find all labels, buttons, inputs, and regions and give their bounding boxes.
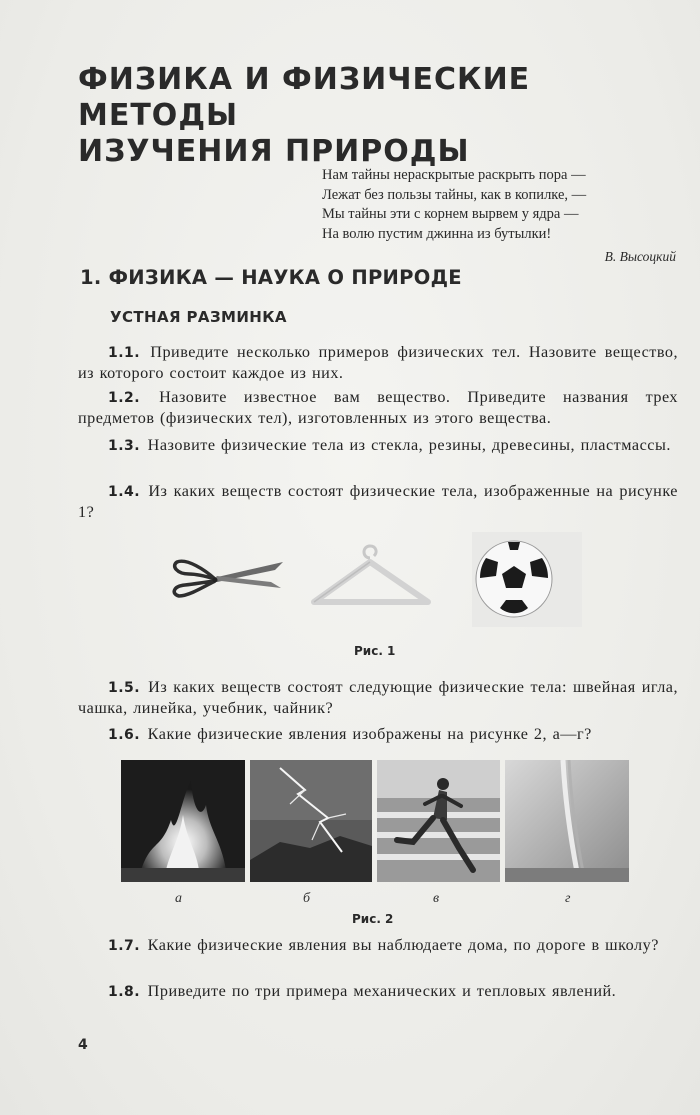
- question-text: Какие физические явления вы наблюдаете дома, по дороге в школу?: [147, 936, 659, 954]
- question-1-7: [78, 935, 678, 956]
- figure-2-label-b: б: [303, 891, 311, 906]
- question-number: 1.7.: [108, 938, 141, 954]
- figure-1-caption: Рис. 1: [354, 644, 396, 658]
- figure-2-label-a: а: [175, 891, 182, 906]
- epigraph-line: На волю пустим джинна из бутылки!: [322, 225, 552, 242]
- chapter-title: [78, 62, 678, 170]
- hanger-image: [300, 540, 440, 615]
- question-text: Приведите по три примера механических и тепловых явлений.: [147, 982, 617, 1000]
- subsection-title: УСТНАЯ РАЗМИНКА: [110, 308, 287, 326]
- epigraph-line: Мы тайны эти с корнем вырвем у ядра —: [322, 206, 579, 222]
- question-1-6: [78, 724, 678, 745]
- question-text: Назовите физические тела из стекла, резины, древесины, пластмассы.: [147, 436, 671, 454]
- figure-2-caption: Рис. 2: [352, 912, 394, 926]
- question-1-4: [78, 481, 678, 522]
- question-number: 1.1.: [108, 345, 141, 361]
- lightning-photo: [250, 760, 372, 882]
- question-text: Назовите известное вам вещество. Приведите названия трех предметов (физических тел), изготовленных из этого вещества.: [78, 388, 679, 427]
- chapter-title-line-2: ИЗУЧЕНИЯ ПРИРОДЫ: [78, 134, 470, 169]
- soccer-ball-image: [474, 536, 554, 622]
- rainbow-photo: [505, 760, 629, 882]
- question-text: Из каких веществ состоят следующие физические тела: швейная игла, чашка, линейка, учебник, чайник?: [78, 678, 679, 717]
- section-title: 1. ФИЗИКА — НАУКА О ПРИРОДЕ: [80, 266, 462, 289]
- runner-photo: [377, 760, 500, 882]
- question-text: Из каких веществ состоят физические тела, изображенные на рисунке 1?: [78, 482, 678, 521]
- question-text: Приведите несколько примеров физических тел. Назовите вещество, из которого состоит каждое из них.: [78, 343, 679, 382]
- question-1-2: [78, 387, 678, 428]
- figure-2-label-v: в: [433, 891, 440, 906]
- question-number: 1.4.: [108, 484, 141, 500]
- question-number: 1.5.: [108, 680, 141, 696]
- question-1-5: [78, 677, 678, 718]
- question-number: 1.8.: [108, 984, 141, 1000]
- epigraph-author: В. Высоцкий: [604, 249, 676, 264]
- epigraph: [322, 166, 682, 267]
- figure-2-label-g: г: [565, 891, 571, 906]
- question-1-1: [78, 342, 678, 383]
- page-number: 4: [78, 1037, 88, 1053]
- fire-photo: [121, 760, 245, 882]
- question-number: 1.3.: [108, 438, 141, 454]
- epigraph-line: Нам тайны нераскрытые раскрыть пора —: [322, 167, 586, 183]
- question-number: 1.6.: [108, 727, 141, 743]
- question-text: Какие физические явления изображены на рисунке 2, а—г?: [147, 725, 592, 743]
- epigraph-line: Лежат без пользы тайны, как в копилке, —: [322, 186, 587, 203]
- question-number: 1.2.: [108, 390, 141, 406]
- scissors-image: [165, 530, 290, 610]
- question-1-8: [78, 981, 678, 1002]
- question-1-3: [78, 435, 678, 456]
- chapter-title-line-1: ФИЗИКА И ФИЗИЧЕСКИЕ МЕТОДЫ: [78, 62, 531, 133]
